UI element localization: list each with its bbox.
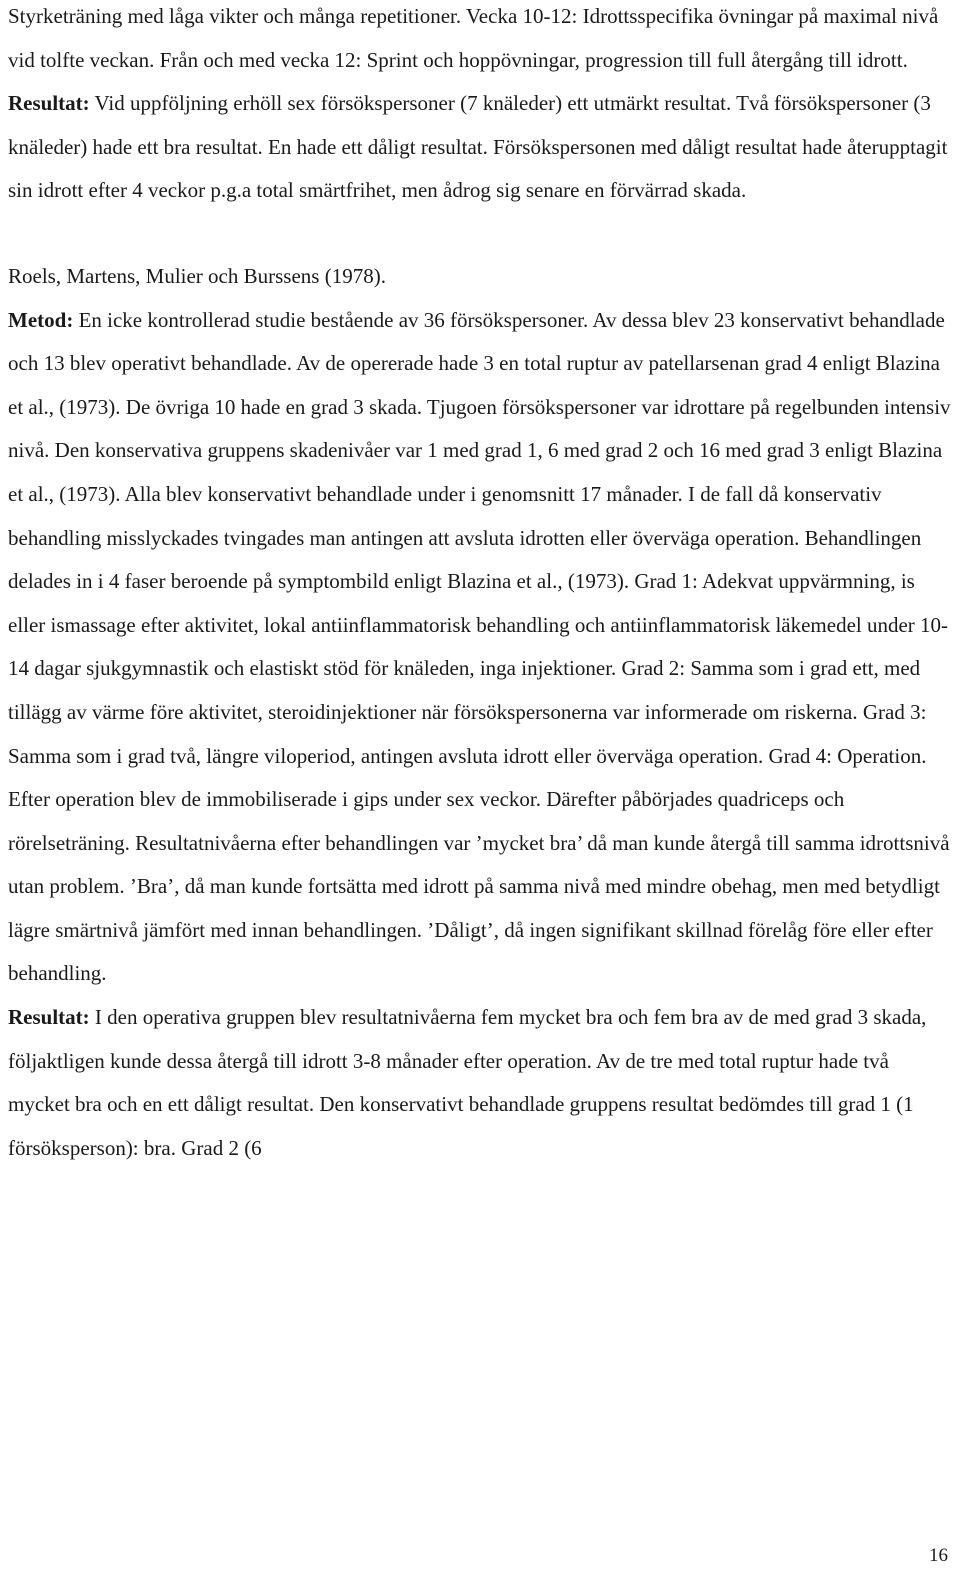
results-paragraph-2 (8, 996, 952, 1170)
para1-text-before: Styrketräning med låga vikter och många repetitioner. Vecka 10-12: Idrottsspecifika övningar på maximal nivå vid tolfte veckan. Från och med vecka 12: Sprint och hoppövningar, progression till full återgång till idrott. (8, 4, 939, 72)
method-label: Metod: (8, 307, 74, 332)
method-paragraph (8, 299, 952, 997)
page-number: 16 (929, 1545, 948, 1566)
results-label: Resultat: (8, 91, 90, 116)
para1-text-after: Vid uppföljning erhöll sex försökspersoner (7 knäleder) ett utmärkt resultat. Två försökspersoner (3 knäleder) hade ett bra resultat. En hade ett dåligt resultat. Försökspersonen med dåligt resultat hade återupptagit sin idrott efter 4 veckor p.g.a total smärtfrihet, men ådrog sig senare en förvärrad skada. (8, 91, 948, 203)
reference-line: Roels, Martens, Mulier och Burssens (1978). (8, 263, 386, 288)
results-paragraph-1 (8, 0, 952, 213)
result2-text: I den operativa gruppen blev resultatnivåerna fem mycket bra och fem bra av de med grad 3 skada, följaktligen kunde dessa återgå till idrott 3-8 månader efter operation. Av de tre med total ruptur hade två mycket bra och en ett dåligt resultat. Den konservativt behandlade gruppens resultat bedömdes till grad 1 (1 försöksperson): bra. Grad 2 (6 (8, 1005, 927, 1160)
paragraph-spacer (8, 213, 952, 255)
document-page (8, 0, 952, 1170)
method-text: En icke kontrollerad studie bestående av 36 försökspersoner. Av dessa blev 23 konservativt behandlade och 13 blev operativt behandlade. Av de opererade hade 3 en total ruptur av patellarsenan grad 4 enligt Blazina et al., (1973). De övriga 10 hade en grad 3 skada. Tjugoen försökspersoner var idrottare på regelbunden intensiv nivå. Den konservativa gruppens skadenivåer var 1 med grad 1, 6 med grad 2 och 16 med grad 3 enligt Blazina et al., (1973). Alla blev konservativt behandlade under i genomsnitt 17 månader. I de fall då konservativ behandling misslyckades tvingades man antingen att avsluta idrotten eller överväga operation. Behandlingen delades in i 4 faser beroende på symptombild enligt Blazina et al., (1973). Grad 1: Adekvat uppvärmning, is eller ismassage efter aktivitet, lokal antiinflammatorisk behandling och antiinflammatorisk läkemedel under 10-14 dagar sjukgymnastik och elastiskt stöd för knäleden, inga injektioner. Grad 2: Samma som i grad ett, med tillägg av värme före aktivitet, steroidinjektioner när försökspersonerna var informerade om riskerna. Grad 3: Samma som i grad två, längre viloperiod, antingen avsluta idrott eller överväga operation. Grad 4: Operation. Efter operation blev de immobiliserade i gips under sex veckor. Därefter påbörjades quadriceps och rörelseträning. Resultatnivåerna efter behandlingen var ’mycket bra’ då man kunde återgå till samma idrottsnivå utan problem. ’Bra’, då man kunde fortsätta med idrott på samma nivå med mindre obehag, men med betydligt lägre smärtnivå jämfört med innan behandlingen. ’Dåligt’, då ingen signifikant skillnad förelåg före eller efter behandling. (8, 307, 951, 986)
results-label-2: Resultat: (8, 1005, 90, 1030)
